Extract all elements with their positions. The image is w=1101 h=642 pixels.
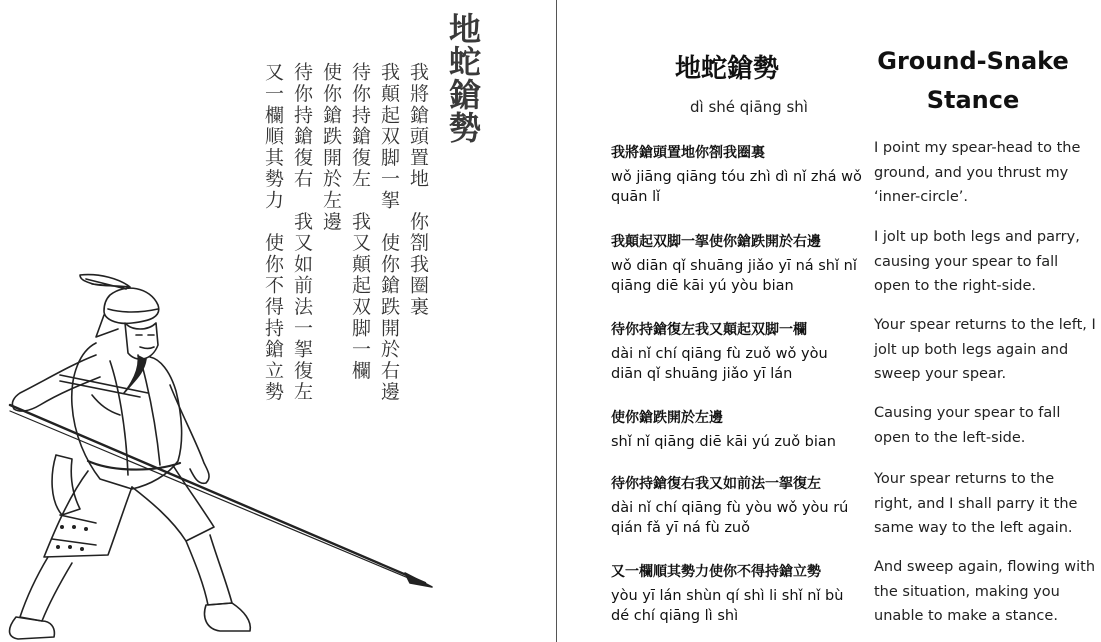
verse-chinese: 使你鎗跌開於左邊 (611, 410, 723, 426)
pinyin-title: dì shé qiāng shì (690, 98, 808, 116)
verse-chinese: 待你持鎗復左我又顛起双脚一欄 (611, 322, 807, 338)
verse-english: And sweep again, flowing with the situation, making you unable to make a stance. (874, 559, 1096, 624)
vertical-text-column-2: 我顛起双脚一挐 使你鎗跌開於右邊 (378, 62, 400, 403)
verse-pinyin: wǒ jiāng qiāng tóu zhì dì nǐ zhá wǒ quān lǐ (611, 169, 862, 205)
right-page (557, 0, 1101, 642)
vertical-text-column-1: 我將鎗頭置地 你劄我圈裏 (407, 62, 429, 318)
vertical-text-column-5: 待你持鎗復右 我又如前法一挐復左 (291, 62, 313, 403)
verse-pinyin: shǐ nǐ qiāng diē kāi yú zuǒ bian (611, 434, 836, 450)
vertical-title: 地蛇鎗勢 (444, 12, 482, 144)
verse-pinyin: dài nǐ chí qiāng fù yòu wǒ yòu rú qián fǎ yī ná fù zuǒ (611, 500, 849, 536)
verse-chinese: 我將鎗頭置地你劄我圈裏 (611, 145, 765, 161)
english-title: Ground-Snake Stance (877, 47, 1069, 114)
verse-pinyin: yòu yī lán shùn qí shì li shǐ nǐ bù dé chí qiāng lì shì (611, 588, 844, 624)
chinese-title: 地蛇鎗勢 (675, 54, 780, 84)
vertical-text-column-3: 待你持鎗復左 我又顛起双脚一欄 (349, 62, 371, 382)
verse-pinyin: wǒ diān qǐ shuāng jiǎo yī ná shǐ nǐ qiāng diē kāi yú yòu bian (611, 258, 857, 294)
verse-english: I jolt up both legs and parry, causing your spear to fall open to the right-side. (874, 229, 1080, 294)
vertical-text-column-4: 使你鎗跌開於左邊 (320, 62, 342, 233)
verse-english: I point my spear-head to the ground, and you thrust my ‘inner-circle’. (874, 140, 1081, 205)
verse-pinyin: dài nǐ chí qiāng fù zuǒ wǒ yòu diān qǐ shuāng jiǎo yī lán (611, 346, 828, 382)
verse-chinese: 我顛起双脚一挐使你鎗跌開於右邊 (611, 234, 821, 250)
verse-english: Your spear returns to the right, and I shall parry it the same way to the left again. (874, 471, 1078, 536)
warrior-spear-illustration (0, 265, 445, 642)
vertical-text-column-6: 又一欄順其勢力 使你不得持鎗立勢 (262, 62, 284, 403)
verse-english: Causing your spear to fall open to the left-side. (874, 405, 1061, 446)
verse-chinese: 又一欄順其勢力使你不得持鎗立勢 (611, 564, 821, 580)
verse-english: Your spear returns to the left, I jolt up both legs again and sweep your spear. (874, 317, 1096, 382)
verse-chinese: 待你持鎗復右我又如前法一挐復左 (611, 476, 821, 492)
